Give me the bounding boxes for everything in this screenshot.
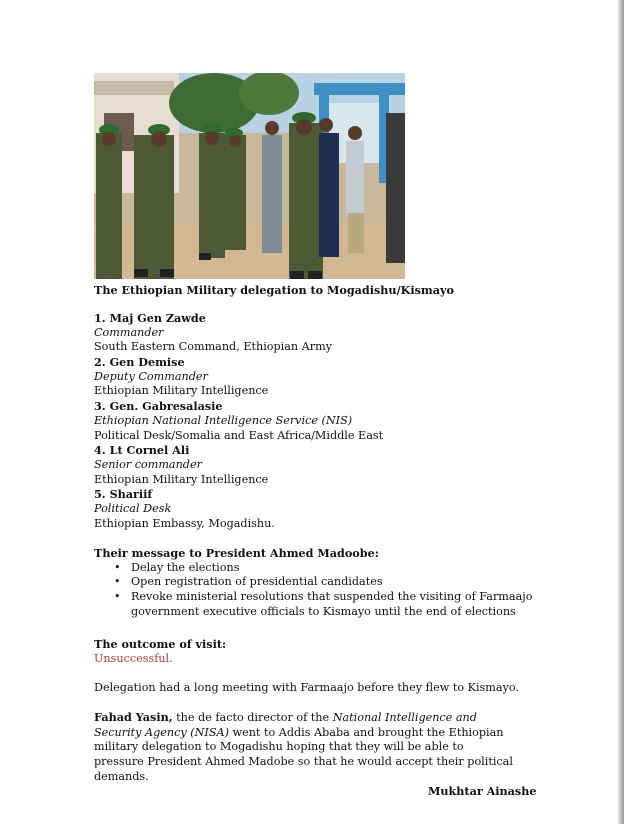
agency-name: National Intelligence and Security Agency (NISA) (94, 711, 477, 739)
message-item: • Revoke ministerial resolutions that suspended the visiting of Farmaajo (131, 590, 532, 605)
fahad-post: went to Addis Ababa and brought the Ethiopian military delegation to Mogadishu hoping that they will be able to pressure President Ahmed Madobe so that he would accept their political demands. (94, 725, 513, 783)
delegate-name: 2. Gen Demise (94, 355, 185, 370)
fahad-pre: the de facto director of the (172, 711, 333, 724)
fahad-name: Fahad Yasin, (94, 710, 173, 724)
page-edge-shadow (618, 0, 624, 824)
delegation-note: Delegation had a long meeting with Farmaajo before they flew to Kismayo. (94, 681, 519, 694)
delegate-org: Ethiopian Military Intelligence (94, 472, 269, 486)
delegate-role: Ethiopian National Intelligence Service (NIS) (94, 413, 353, 427)
delegate-role: Deputy Commander (94, 369, 208, 383)
message-list (94, 561, 532, 605)
fahad-paragraph (94, 710, 514, 785)
delegate-org: South Eastern Command, Ethiopian Army (94, 340, 333, 354)
message-item-continuation: government executive officials to Kismayo until the end of elections (131, 604, 516, 618)
message-section (94, 546, 532, 620)
delegate-org: Ethiopian Military Intelligence (94, 384, 269, 398)
delegate-role: Commander (94, 325, 164, 339)
delegate-role: Political Desk (94, 501, 172, 515)
photo-caption: The Ethiopian Military delegation to Mogadishu/Kismayo (94, 283, 454, 297)
outcome-section (94, 637, 226, 666)
delegate-name: 5. Shariif (94, 487, 153, 502)
message-item: • Open registration of presidential candidates (131, 575, 532, 590)
outcome-heading: The outcome of visit: (94, 637, 227, 651)
outcome-value: Unsuccessful. (94, 651, 173, 665)
delegation-photo (94, 73, 405, 279)
message-item: • Delay the elections (131, 561, 532, 576)
delegate-role: Senior commander (94, 457, 202, 471)
message-heading: Their message to President Ahmed Madoobe: (94, 546, 379, 560)
delegate-name: 3. Gen. Gabresalasie (94, 399, 223, 414)
delegate-org: Ethiopian Embassy, Mogadishu. (94, 516, 275, 530)
delegate-name: 4. Lt Cornel Ali (94, 443, 190, 458)
delegate-name: 1. Maj Gen Zawde (94, 311, 206, 325)
author-signature: Mukhtar Ainashe (428, 784, 537, 798)
delegate-list (94, 311, 383, 531)
delegate-org: Political Desk/Somalia and East Africa/Middle East (94, 428, 384, 442)
